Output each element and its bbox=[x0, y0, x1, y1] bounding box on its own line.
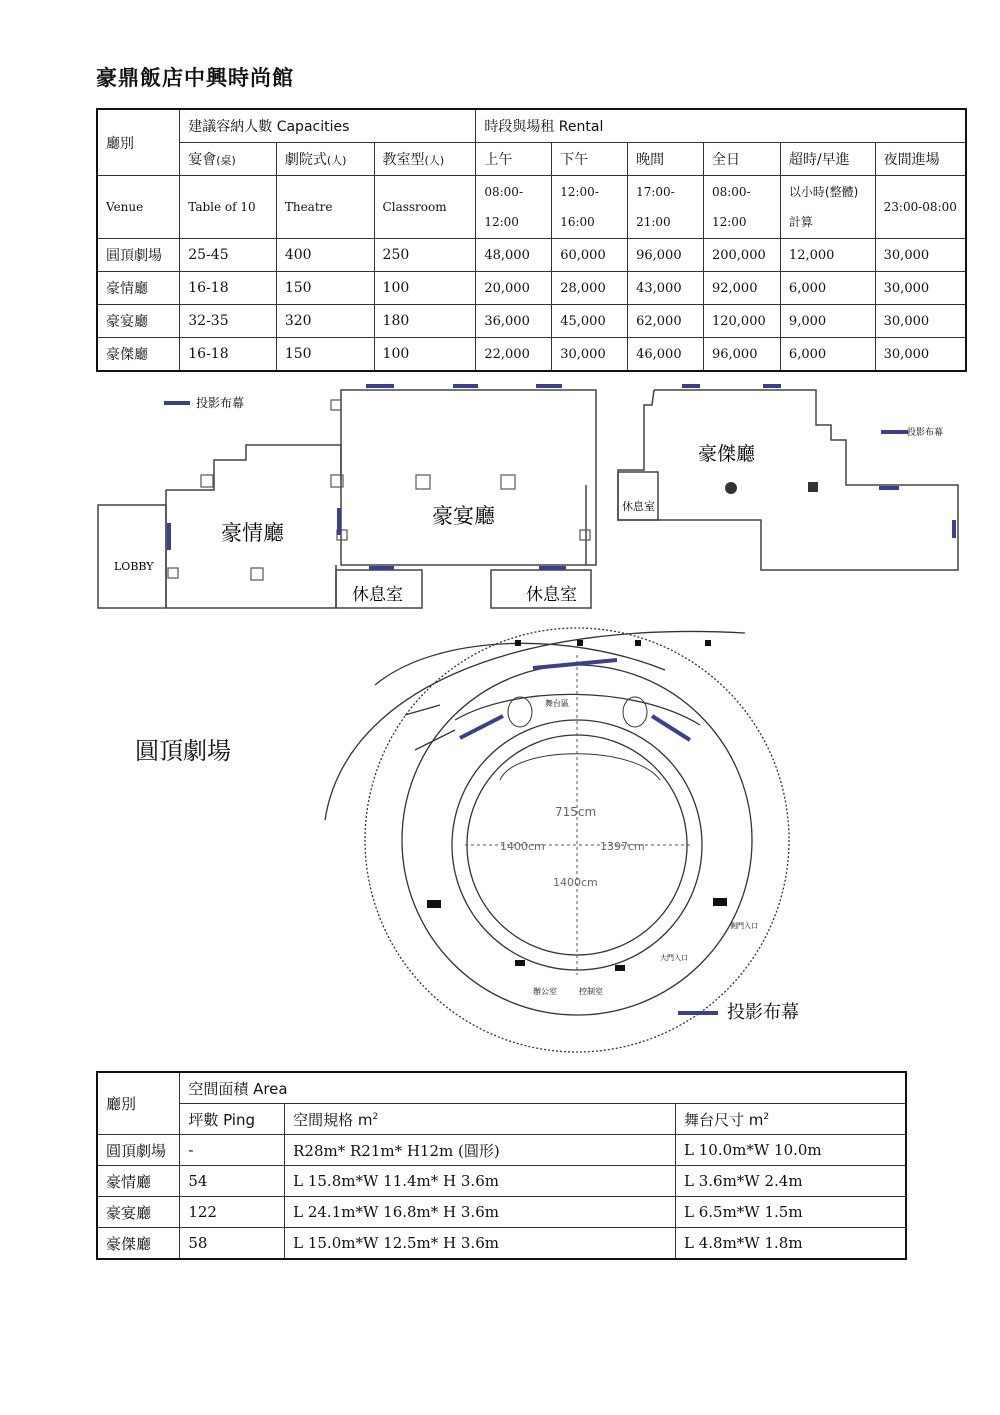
venue-name: 豪情廳 bbox=[97, 1166, 180, 1197]
hao-yan-label: 豪宴廳 bbox=[432, 504, 495, 528]
rent-col-header: 超時/早進 bbox=[780, 143, 875, 176]
table-cell: 30,000 bbox=[875, 272, 966, 305]
screen-legend: 投影布幕 bbox=[196, 396, 245, 410]
side-entrance-label: 側門入口 bbox=[730, 922, 758, 930]
lounge-label: 休息室 bbox=[622, 500, 655, 513]
rent-col-header: 全日 bbox=[703, 143, 780, 176]
table-row bbox=[97, 272, 966, 305]
table-cell: L 10.0m*W 10.0m bbox=[676, 1135, 907, 1166]
table-cell: 48,000 bbox=[476, 239, 552, 272]
table-cell: L 15.8m*W 11.4m* H 3.6m bbox=[285, 1166, 676, 1197]
table-cell: 200,000 bbox=[703, 239, 780, 272]
table-cell: 54 bbox=[180, 1166, 285, 1197]
dim-label: 715cm bbox=[555, 805, 597, 819]
table-cell: 9,000 bbox=[780, 305, 875, 338]
dome-title: 圓頂劇場 bbox=[135, 737, 231, 765]
table-cell: 320 bbox=[276, 305, 374, 338]
table-cell: 6,000 bbox=[780, 272, 875, 305]
rent-col-header: 上午 bbox=[476, 143, 552, 176]
table-cell: 122 bbox=[180, 1197, 285, 1228]
table-row bbox=[97, 1197, 906, 1228]
venue-header: 廳別 bbox=[97, 109, 180, 176]
table-cell: L 24.1m*W 16.8m* H 3.6m bbox=[285, 1197, 676, 1228]
lounge-label: 休息室 bbox=[352, 585, 403, 605]
spec-header: 空間規格 $m^2$ bbox=[285, 1104, 676, 1135]
table-cell: 180 bbox=[374, 305, 476, 338]
table-cell: 43,000 bbox=[628, 272, 704, 305]
time-slot: 08:00- 12:00 bbox=[703, 176, 780, 239]
table-cell: 92,000 bbox=[703, 272, 780, 305]
table-cell: 20,000 bbox=[476, 272, 552, 305]
screen-legend: 投影布幕 bbox=[907, 428, 944, 438]
area-header: 空間面積 Area bbox=[180, 1072, 906, 1104]
venue-header: 廳別 bbox=[97, 1072, 180, 1135]
table-row bbox=[97, 1228, 906, 1260]
dim-label: 1400cm bbox=[500, 840, 545, 853]
table-cell: 46,000 bbox=[628, 338, 704, 372]
cap-col-header: 劇院式(人) bbox=[276, 143, 374, 176]
venue-name: 豪宴廳 bbox=[97, 1197, 180, 1228]
table-row bbox=[97, 305, 966, 338]
venue-name: 豪傑廳 bbox=[97, 338, 180, 372]
table-cell: 45,000 bbox=[552, 305, 628, 338]
table-row bbox=[97, 239, 966, 272]
hao-qing-label: 豪情廳 bbox=[221, 521, 284, 545]
main-entrance-label: 大門入口 bbox=[660, 954, 688, 962]
floor-plan bbox=[96, 380, 966, 615]
table-cell: 25-45 bbox=[180, 239, 277, 272]
table-cell: 6,000 bbox=[780, 338, 875, 372]
stage-label: 舞台區 bbox=[545, 699, 569, 708]
dome-plan bbox=[315, 630, 799, 1050]
rent-col-header: 下午 bbox=[552, 143, 628, 176]
table-cell: 62,000 bbox=[628, 305, 704, 338]
table-cell: - bbox=[180, 1135, 285, 1166]
table-cell: L 15.0m*W 12.5m* H 3.6m bbox=[285, 1228, 676, 1260]
table-cell: 36,000 bbox=[476, 305, 552, 338]
table-cell: 16-18 bbox=[180, 272, 277, 305]
time-slot: 23:00-08:00 bbox=[875, 176, 966, 239]
table-row bbox=[97, 1166, 906, 1197]
table-cell: 120,000 bbox=[703, 305, 780, 338]
cap-col-en: Classroom bbox=[374, 176, 476, 239]
hao-jie-label: 豪傑廳 bbox=[698, 443, 756, 465]
table-cell: 16-18 bbox=[180, 338, 277, 372]
table-cell: L 4.8m*W 1.8m bbox=[676, 1228, 907, 1260]
table-cell: 28,000 bbox=[552, 272, 628, 305]
table-cell: 400 bbox=[276, 239, 374, 272]
time-slot: 17:00- 21:00 bbox=[628, 176, 704, 239]
table-cell: 30,000 bbox=[875, 239, 966, 272]
cap-col-en: Table of 10 bbox=[180, 176, 277, 239]
lounge-label: 休息室 bbox=[526, 585, 577, 605]
table-cell: 30,000 bbox=[875, 305, 966, 338]
table-row bbox=[97, 338, 966, 372]
lobby-label: LOBBY bbox=[114, 560, 154, 573]
table-cell: 100 bbox=[374, 338, 476, 372]
cap-col-en: Theatre bbox=[276, 176, 374, 239]
venue-name: 圓頂劇場 bbox=[97, 1135, 180, 1166]
dim-label: 1400cm bbox=[553, 876, 598, 889]
table-cell: 96,000 bbox=[703, 338, 780, 372]
venue-en: Venue bbox=[97, 176, 180, 239]
cap-col-header: 教室型(人) bbox=[374, 143, 476, 176]
table-cell: 100 bbox=[374, 272, 476, 305]
rental-table bbox=[96, 108, 967, 372]
table-cell: 12,000 bbox=[780, 239, 875, 272]
table-cell: 96,000 bbox=[628, 239, 704, 272]
table-cell: L 6.5m*W 1.5m bbox=[676, 1197, 907, 1228]
table-cell: 30,000 bbox=[875, 338, 966, 372]
table-cell: L 3.6m*W 2.4m bbox=[676, 1166, 907, 1197]
rent-col-header: 夜間進場 bbox=[875, 143, 966, 176]
rental-header: 時段與場租 Rental bbox=[476, 109, 966, 143]
table-cell: R28m* R21m* H12m (圓形) bbox=[285, 1135, 676, 1166]
time-slot: 以小時(整體) 計算 bbox=[780, 176, 875, 239]
table-cell: 58 bbox=[180, 1228, 285, 1260]
area-table bbox=[96, 1071, 907, 1260]
control-label: 控制室 bbox=[579, 987, 603, 996]
table-cell: 150 bbox=[276, 338, 374, 372]
ping-header: 坪數 Ping bbox=[180, 1104, 285, 1135]
venue-name: 豪宴廳 bbox=[97, 305, 180, 338]
venue-name: 圓頂劇場 bbox=[97, 239, 180, 272]
venue-name: 豪傑廳 bbox=[97, 1228, 180, 1260]
table-cell: 22,000 bbox=[476, 338, 552, 372]
venue-name: 豪情廳 bbox=[97, 272, 180, 305]
office-label: 辦公室 bbox=[533, 987, 557, 996]
table-cell: 150 bbox=[276, 272, 374, 305]
page-title: 豪鼎飯店中興時尚館 bbox=[96, 66, 294, 90]
dim-label: 1397cm bbox=[600, 840, 645, 853]
cap-col-header: 宴會(桌) bbox=[180, 143, 277, 176]
stage-header: 舞台尺寸 $m^2$ bbox=[676, 1104, 907, 1135]
table-cell: 250 bbox=[374, 239, 476, 272]
table-row bbox=[97, 1135, 906, 1166]
table-cell: 60,000 bbox=[552, 239, 628, 272]
time-slot: 08:00- 12:00 bbox=[476, 176, 552, 239]
rent-col-header: 晚間 bbox=[628, 143, 704, 176]
time-slot: 12:00- 16:00 bbox=[552, 176, 628, 239]
table-cell: 32-35 bbox=[180, 305, 277, 338]
screen-legend: 投影布幕 bbox=[727, 1002, 799, 1023]
table-cell: 30,000 bbox=[552, 338, 628, 372]
capacities-header: 建議容納人數 Capacities bbox=[180, 109, 476, 143]
